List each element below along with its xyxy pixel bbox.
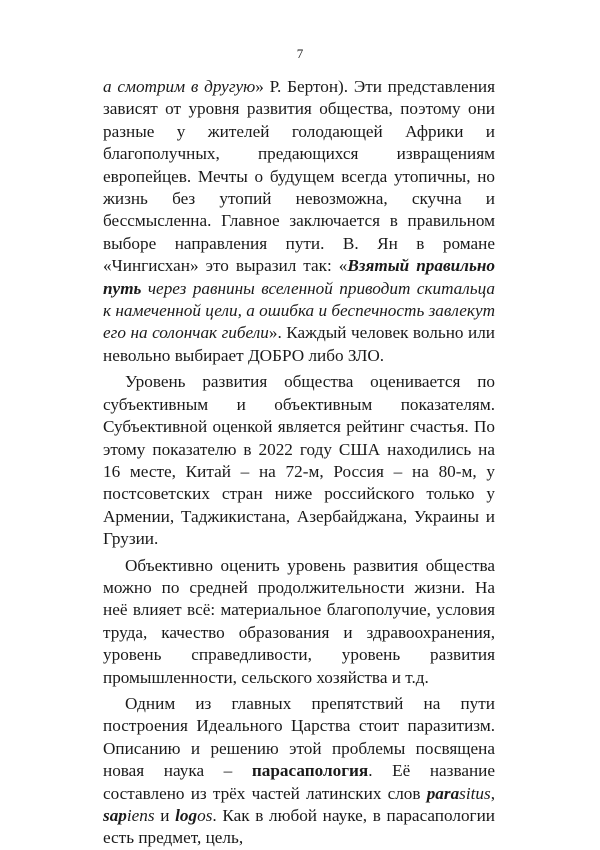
text: ». Каждый человек вольно или невольно выбирает ДОБРО либо ЗЛО. xyxy=(103,323,495,365)
text: . Как в любой науке, в парасапологии есть предмет, цель, xyxy=(103,806,495,848)
paragraph-4 xyxy=(103,693,495,850)
latin-root: para xyxy=(426,783,460,803)
paragraph-2: Уровень развития общества оценивается по субъективным и объективным показателям. Субъективной оценкой является рейтинг счастья. По этому показателю в 2022 году США находились на 16 месте, Китай – на 72-м, Россия – на 80-м, у постсоветских стран ниже российского только у Армении, Таджикистана, Азербайджана, Украины и Грузии. xyxy=(103,372,495,549)
latin-root: log xyxy=(175,806,198,825)
paragraph-3: Объективно оценить уровень развития общества можно по средней продолжительности жизни. На неё влияет всё: материальное благополучие, условия труда, качество образования и здравоохранения, уровень справедливости, уровень развития промышленности, сельского хозяйства и т.д. xyxy=(103,555,495,687)
page-body xyxy=(103,76,495,850)
latin-word-2 xyxy=(103,806,155,825)
latin-root: sap xyxy=(103,806,127,825)
latin-word-3 xyxy=(175,806,212,825)
text: » Р. Бертон). Эти представления зависят от уровня развития общества, поэтому они разные у жителей голодающей Африки и благополучных, предающихся извращениям европейцев. Мечты о будущем всегда утопичны, но жизнь без утопий невозможна, скучна и бессмысленна. Главное заключается в правильном выборе направления пути. В. Ян в романе «Чингисхан» это выразил так: « xyxy=(103,77,495,276)
quote-fragment: а смотрим в другую xyxy=(103,77,256,96)
latin-rest: situs xyxy=(459,783,491,803)
quote-italic: через равнины вселенной приводит скитальца к намеченной цели, а ошибка и беспечность завлекут его на солончак гибели xyxy=(103,278,495,343)
page-number: 7 xyxy=(296,46,304,61)
latin-rest: os xyxy=(197,806,213,825)
text: . Её название составлено из трёх частей латинских слов xyxy=(103,761,495,803)
separator: и xyxy=(154,806,176,825)
text: Одним из главных препятствий на пути построения Идеального Царства стоит паразитизм. Описанию и решению этой проблемы посвящена новая наука – xyxy=(103,693,495,781)
quote-bold: Взятый правильно путь xyxy=(103,256,495,298)
separator: , xyxy=(490,783,495,803)
term-bold: парасапология xyxy=(251,761,369,781)
latin-rest: iens xyxy=(126,806,155,825)
paragraph-1 xyxy=(103,76,495,367)
latin-word-1 xyxy=(427,784,491,803)
